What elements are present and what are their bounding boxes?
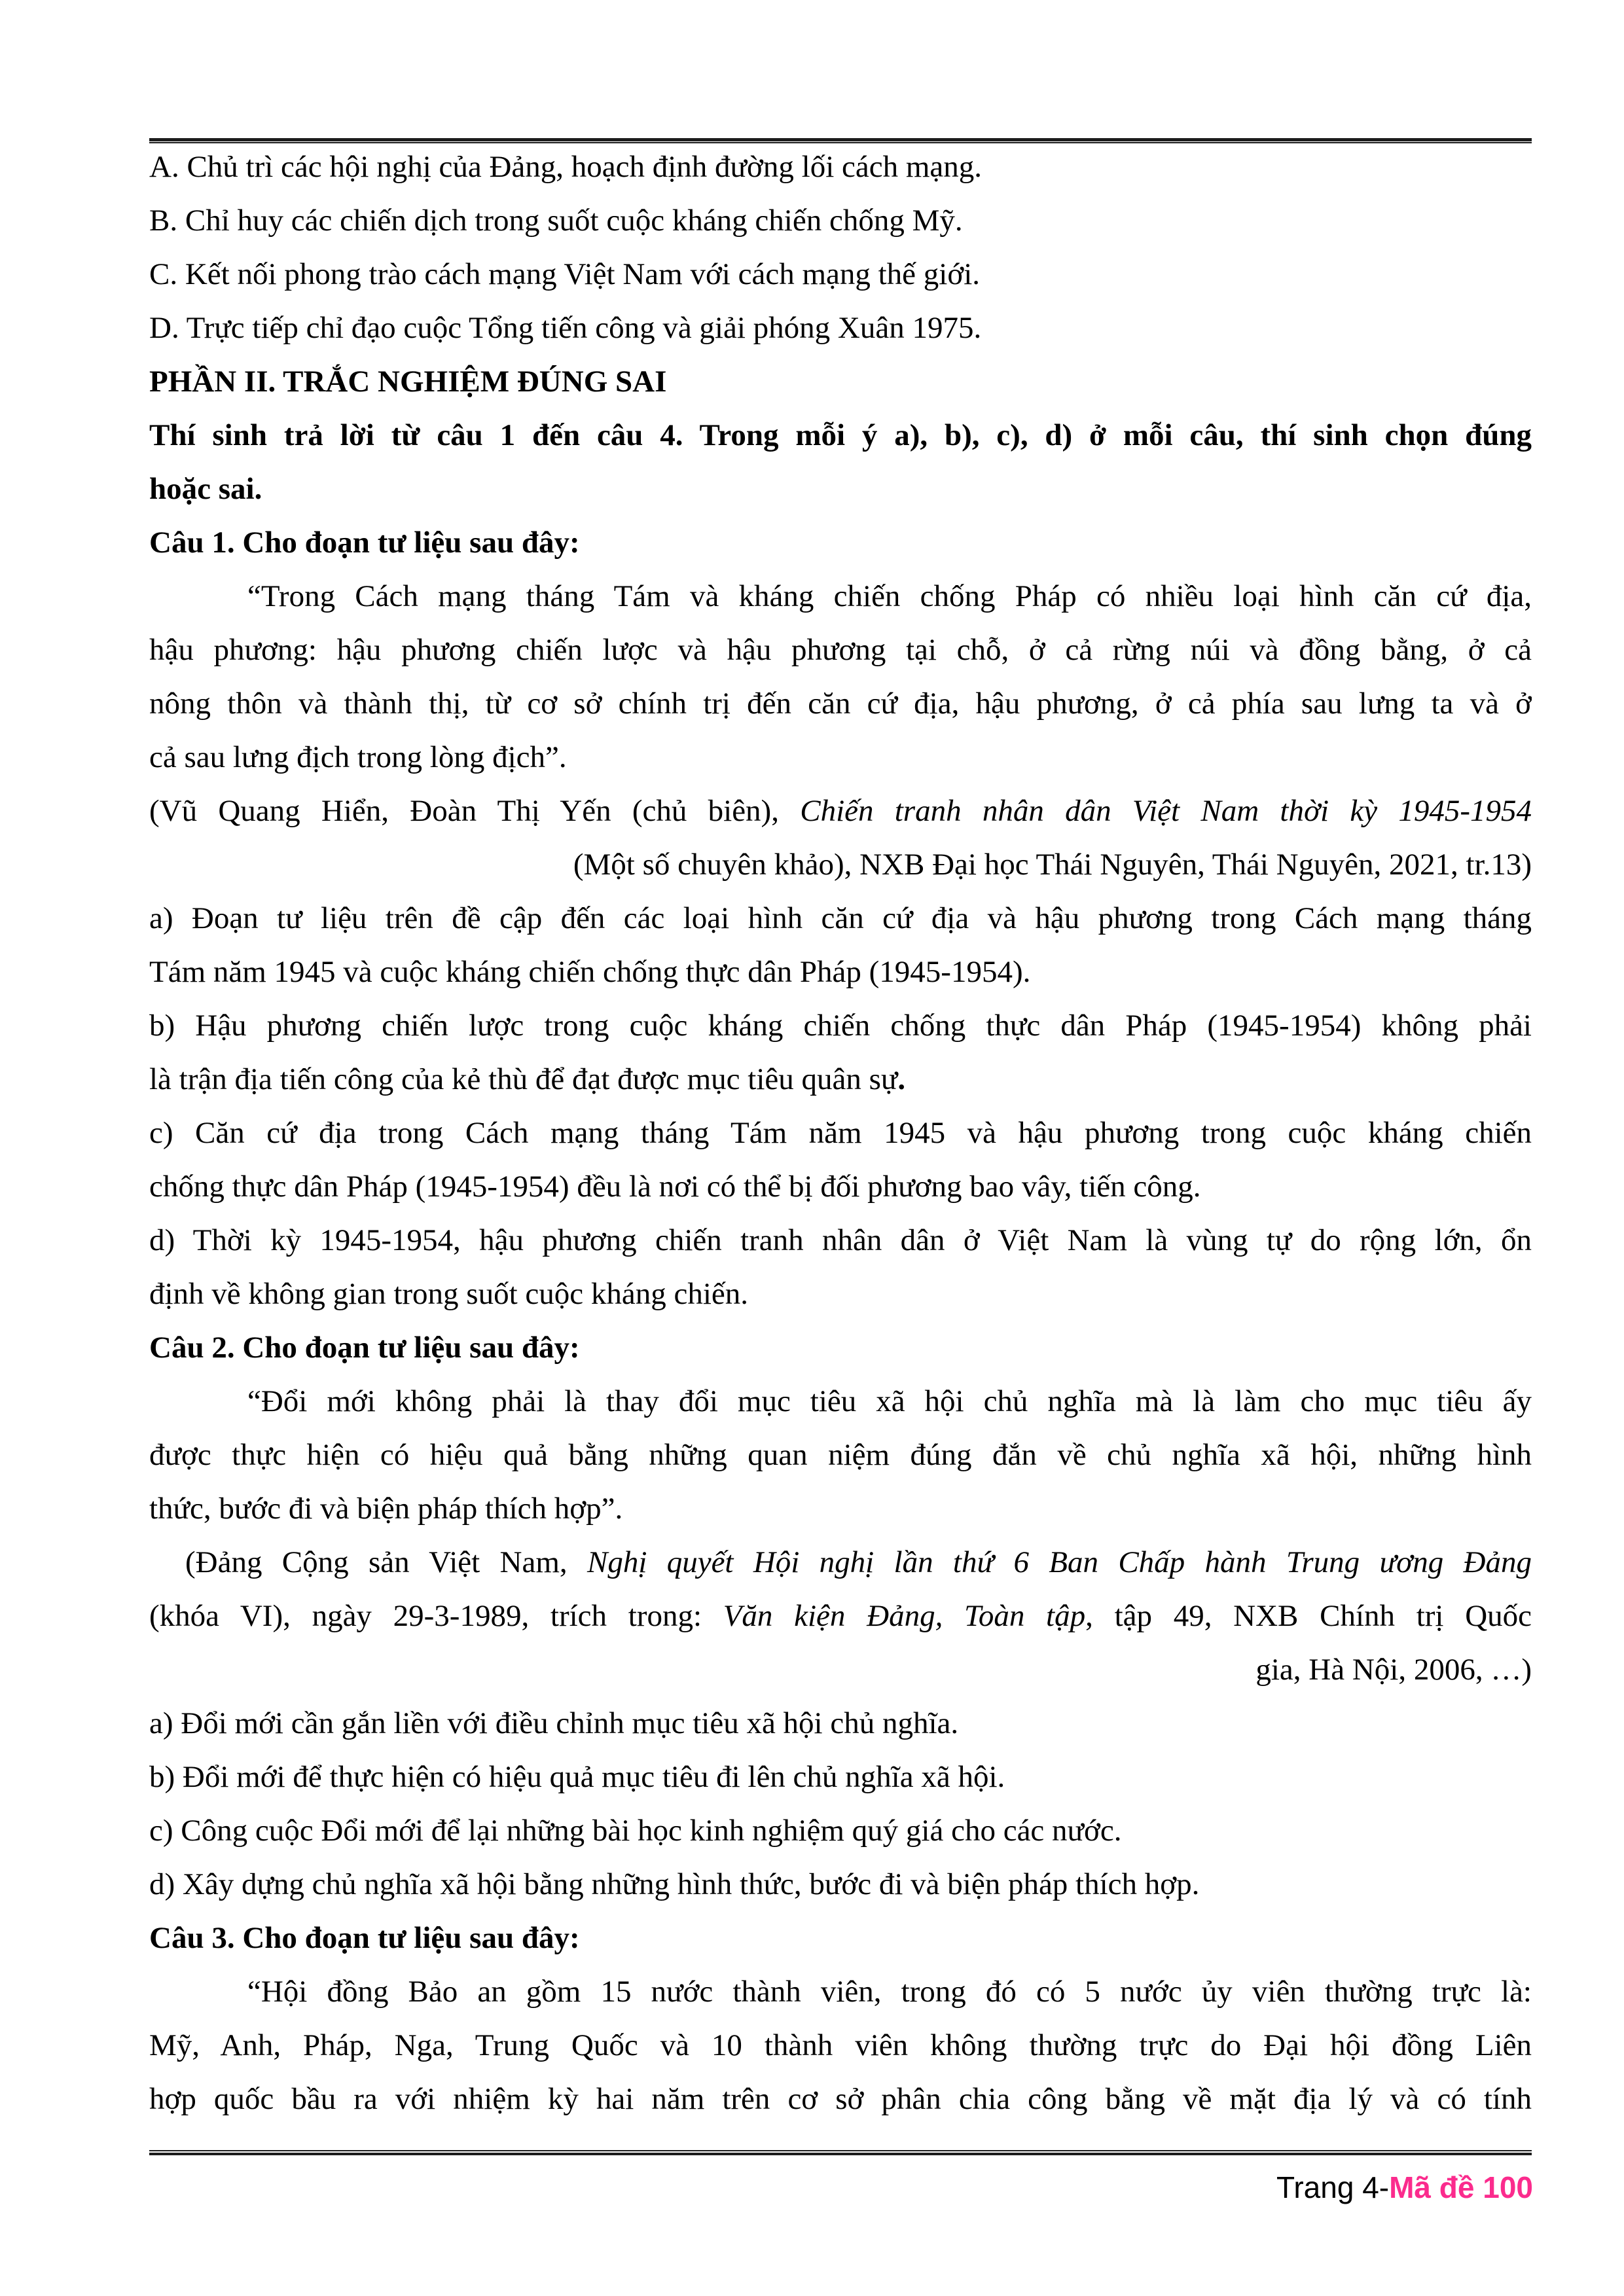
cau2-item-d: d) Xây dựng chủ nghĩa xã hội bằng những hình thức, bước đi và biện pháp thích hợp. xyxy=(149,1867,1200,1901)
cite-authors: (Đảng Cộng sản Việt Nam, xyxy=(185,1545,587,1579)
book-title-italic: Văn kiện Đảng, Toàn tập xyxy=(723,1599,1086,1633)
cau1-quote-line1: “Trong Cách mạng tháng Tám và kháng chiến chống Pháp có nhiều loại hình căn cứ địa, xyxy=(247,579,1532,613)
cau1-item-a-line2: Tám năm 1945 và cuộc kháng chiến chống thực dân Pháp (1945-1954). xyxy=(149,955,1031,989)
cau1-quote-line2: hậu phương: hậu phương chiến lược và hậu phương tại chỗ, ở cả rừng núi và đồng bằng, ở cả xyxy=(149,633,1532,667)
cau1-item-d-line1: d) Thời kỳ 1945-1954, hậu phương chiến tranh nhân dân ở Việt Nam là vùng tự do rộng lớn, ổn xyxy=(149,1223,1532,1257)
cau1-item-b-line1: b) Hậu phương chiến lược trong cuộc kháng chiến chống thực dân Pháp (1945-1954) không phải xyxy=(149,1009,1532,1043)
book-title-italic: Chiến tranh nhân dân Việt Nam thời kỳ 1945-1954 xyxy=(800,794,1532,828)
footer-rule xyxy=(149,2150,1532,2155)
cau2-citation-line2 xyxy=(149,1589,1532,1643)
book-title-italic: Nghị quyết Hội nghị lần thứ 6 Ban Chấp hành Trung ương Đảng xyxy=(586,1545,1532,1579)
cau2-quote-line1: “Đổi mới không phải là thay đổi mục tiêu xã hội chủ nghĩa mà là làm cho mục tiêu ấy xyxy=(247,1384,1532,1418)
cau1-citation-line2: (Một số chuyên khảo), NXB Đại học Thái Nguyên, Thái Nguyên, 2021, tr.13) xyxy=(573,848,1532,882)
content-area xyxy=(149,140,1532,2126)
item-b-text: là trận địa tiến công của kẻ thù để đạt được mục tiêu quân sự xyxy=(149,1062,898,1096)
cau1-item-c-line1: c) Căn cứ địa trong Cách mạng tháng Tám năm 1945 và hậu phương trong cuộc kháng chiến xyxy=(149,1116,1532,1150)
option-a: A. Chủ trì các hội nghị của Đảng, hoạch định đường lối cách mạng. xyxy=(149,150,983,184)
cau1-item-c-line2: chống thực dân Pháp (1945-1954) đều là nơi có thể bị đối phương bao vây, tiến công. xyxy=(149,1170,1201,1204)
option-c: C. Kết nối phong trào cách mạng Việt Nam với cách mạng thế giới. xyxy=(149,257,980,291)
cau1-item-a-line1: a) Đoạn tư liệu trên đề cập đến các loại hình căn cứ địa và hậu phương trong Cách mạng tháng xyxy=(149,901,1532,935)
cau2-item-b: b) Đổi mới để thực hiện có hiệu quả mục tiêu đi lên chủ nghĩa xã hội. xyxy=(149,1760,1005,1794)
option-d: D. Trực tiếp chỉ đạo cuộc Tổng tiến công và giải phóng Xuân 1975. xyxy=(149,311,982,345)
cau1-quote-line4: cả sau lưng địch trong lòng địch”. xyxy=(149,740,567,774)
cau2-item-a: a) Đổi mới cần gắn liền với điều chỉnh mục tiêu xã hội chủ nghĩa. xyxy=(149,1706,959,1740)
cau2-citation-line1 xyxy=(149,1535,1532,1589)
cite-detail-tail: , tập 49, NXB Chính trị Quốc xyxy=(1085,1599,1532,1633)
cau2-quote-line2: được thực hiện có hiệu quả bằng những quan niệm đúng đắn về chủ nghĩa xã hội, những hình xyxy=(149,1438,1532,1472)
cite-detail: (khóa VI), ngày 29-3-1989, trích trong: xyxy=(149,1599,723,1633)
cau1-item-d-line2: định về không gian trong suốt cuộc kháng chiến. xyxy=(149,1277,749,1311)
cau3-quote-line2: Mỹ, Anh, Pháp, Nga, Trung Quốc và 10 thành viên không thường trực do Đại hội đồng Liên xyxy=(149,2028,1532,2062)
cau1-item-b-line2 xyxy=(149,1052,1532,1106)
cau1-citation-line1 xyxy=(149,784,1532,838)
footer-exam-code-label: Mã đề 100 xyxy=(1389,2170,1533,2204)
cau2-quote-line3: thức, bước đi và biện pháp thích hợp”. xyxy=(149,1492,623,1526)
cau2-citation-line3: gia, Hà Nội, 2006, …) xyxy=(1255,1653,1532,1687)
cau3-quote-line1: “Hội đồng Bảo an gồm 15 nước thành viên, trong đó có 5 nước ủy viên thường trực là: xyxy=(247,1975,1532,2009)
item-b-bold-period: . xyxy=(897,1062,906,1096)
cau3-quote-line3: hợp quốc bầu ra với nhiệm kỳ hai năm trên cơ sở phân chia công bằng về mặt địa lý và có tính xyxy=(149,2082,1532,2116)
cau2-heading: Câu 2. Cho đoạn tư liệu sau đây: xyxy=(149,1331,580,1365)
cau1-quote-line3: nông thôn và thành thị, từ cơ sở chính trị đến căn cứ địa, hậu phương, ở cả phía sau lưng ta và ở xyxy=(149,687,1532,721)
cau1-heading: Câu 1. Cho đoạn tư liệu sau đây: xyxy=(149,526,580,560)
part2-heading: PHẦN II. TRẮC NGHIỆM ĐÚNG SAI xyxy=(149,365,667,399)
cau2-item-c: c) Công cuộc Đổi mới để lại những bài học kinh nghiệm quý giá cho các nước. xyxy=(149,1814,1122,1848)
page-footer xyxy=(1276,2161,1533,2214)
cau3-heading: Câu 3. Cho đoạn tư liệu sau đây: xyxy=(149,1921,580,1955)
option-b: B. Chỉ huy các chiến dịch trong suốt cuộc kháng chiến chống Mỹ. xyxy=(149,204,963,238)
cite-authors: (Vũ Quang Hiển, Đoàn Thị Yến (chủ biên), xyxy=(149,794,801,828)
part2-instruction-line1: Thí sinh trả lời từ câu 1 đến câu 4. Trong mỗi ý a), b), c), d) ở mỗi câu, thí sinh chọn đúng xyxy=(149,418,1532,452)
part2-instruction-line2: hoặc sai. xyxy=(149,472,262,506)
footer-page-label: Trang 4- xyxy=(1276,2170,1390,2204)
